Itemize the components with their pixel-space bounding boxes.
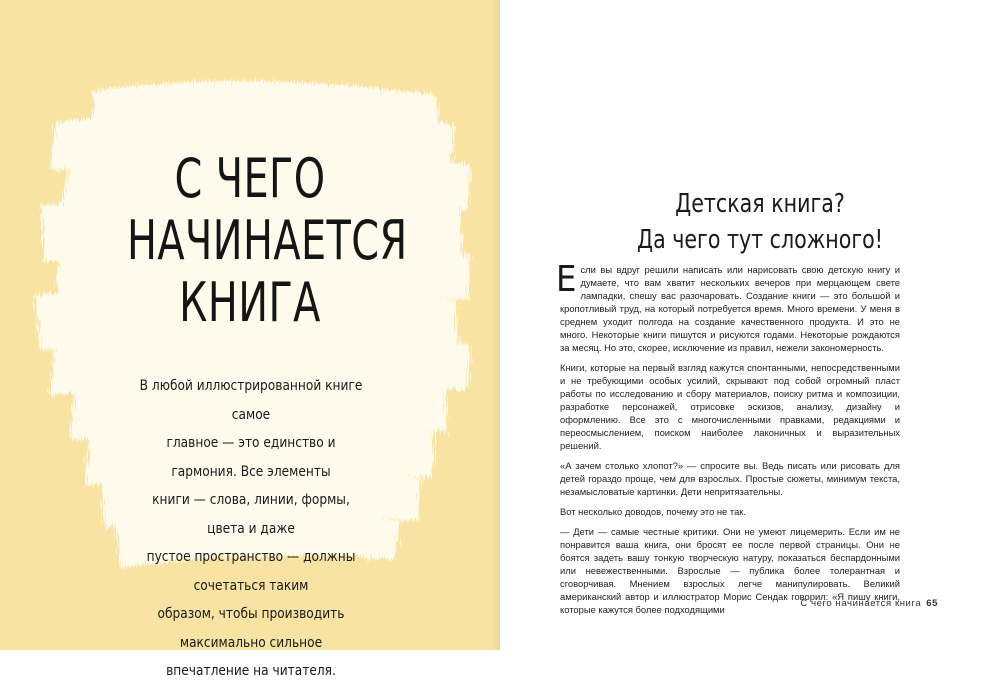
body-paragraph: Книги, которые на первый взгляд кажутся спонтанными, непосредственными и не требующими особых усилий, скрывают под собой огромный пласт работы по исследованию и сбору материалов, поиску ритма и композиции, разработке персонажей, отрисовке эскизов, анализу, дизайну и оформлению. Все это с многочисленными правками, редакциями и переосмыслением, поиском наиболее лаконичных и выразительных решений.	[560, 362, 900, 451]
intro-line: впечатление на читателя.	[166, 663, 336, 679]
left-page	[0, 0, 500, 679]
dropcap: Е	[556, 259, 577, 300]
body-paragraph	[556, 259, 900, 354]
chapter-title-line: КНИГА	[179, 271, 321, 334]
section-title	[610, 186, 909, 258]
page-number: 65	[926, 598, 938, 609]
body-paragraph: — Дети — самые честные критики. Они не умеют лицемерить. Если им не понравится ваша книга, они бросят ее после первой страницы. Они не боятся задеть вашу тонкую творческую натуру, показаться беспардонными или невежественными. Взрослые — публика более толерантная и сговорчивая. Мнением взрослых легче манипулировать. Великий американский автор и иллюстратор Морис Сендак говорил: «Я пишу книги, которые кажутся более подходящими	[560, 526, 900, 615]
chapter-title	[127, 147, 408, 334]
body-paragraph: Вот несколько доводов, почему это не так.	[560, 506, 746, 517]
chapter-title-line: НАЧИНАЕТСЯ	[127, 209, 408, 272]
intro-line: пустое пространство — должны сочетаться таким	[146, 549, 356, 594]
body-text	[556, 259, 900, 623]
intro-line: главное — это единство и гармония. Все элементы	[166, 435, 336, 480]
paragraph-text: сли вы вдруг решили написать или нарисовать свою детскую книгу и думаете, что вам хватит нескольких вечеров при мерцающем свете лампадки, спешу вас разочаровать. Создание книги — это большой и кропотливый труд, на который потребуется время. Много времени. У меня в среднем уходит полгода на создание качественного продукта. И это не много. Некоторые книги пишутся и рисуются годами. Некоторые рождаются за месяц. Но это, скорее, исключение из правил, нежели закономерность.	[560, 264, 900, 353]
intro-line: В любой иллюстрированной книге самое	[139, 378, 363, 423]
body-paragraph: «А зачем столько хлопот?» — спросите вы. Ведь писать или рисовать для детей гораздо проще, чем для взрослых. Простые сюжеты, минимум текста, незамысловатые картинки. Дети непритязательны.	[560, 460, 900, 497]
chapter-title-line: С ЧЕГО	[174, 147, 326, 210]
section-title-line: Детская книга?	[675, 189, 845, 219]
section-title-line: Да чего тут сложного!	[636, 225, 884, 255]
page-footer	[800, 598, 938, 609]
intro-paragraph	[134, 372, 368, 686]
intro-line: образом, чтобы производить максимально сильное	[157, 606, 345, 651]
intro-line: книги — слова, линии, формы, цвета и даже	[152, 492, 350, 537]
running-title: С чего начинается книга	[800, 598, 922, 609]
